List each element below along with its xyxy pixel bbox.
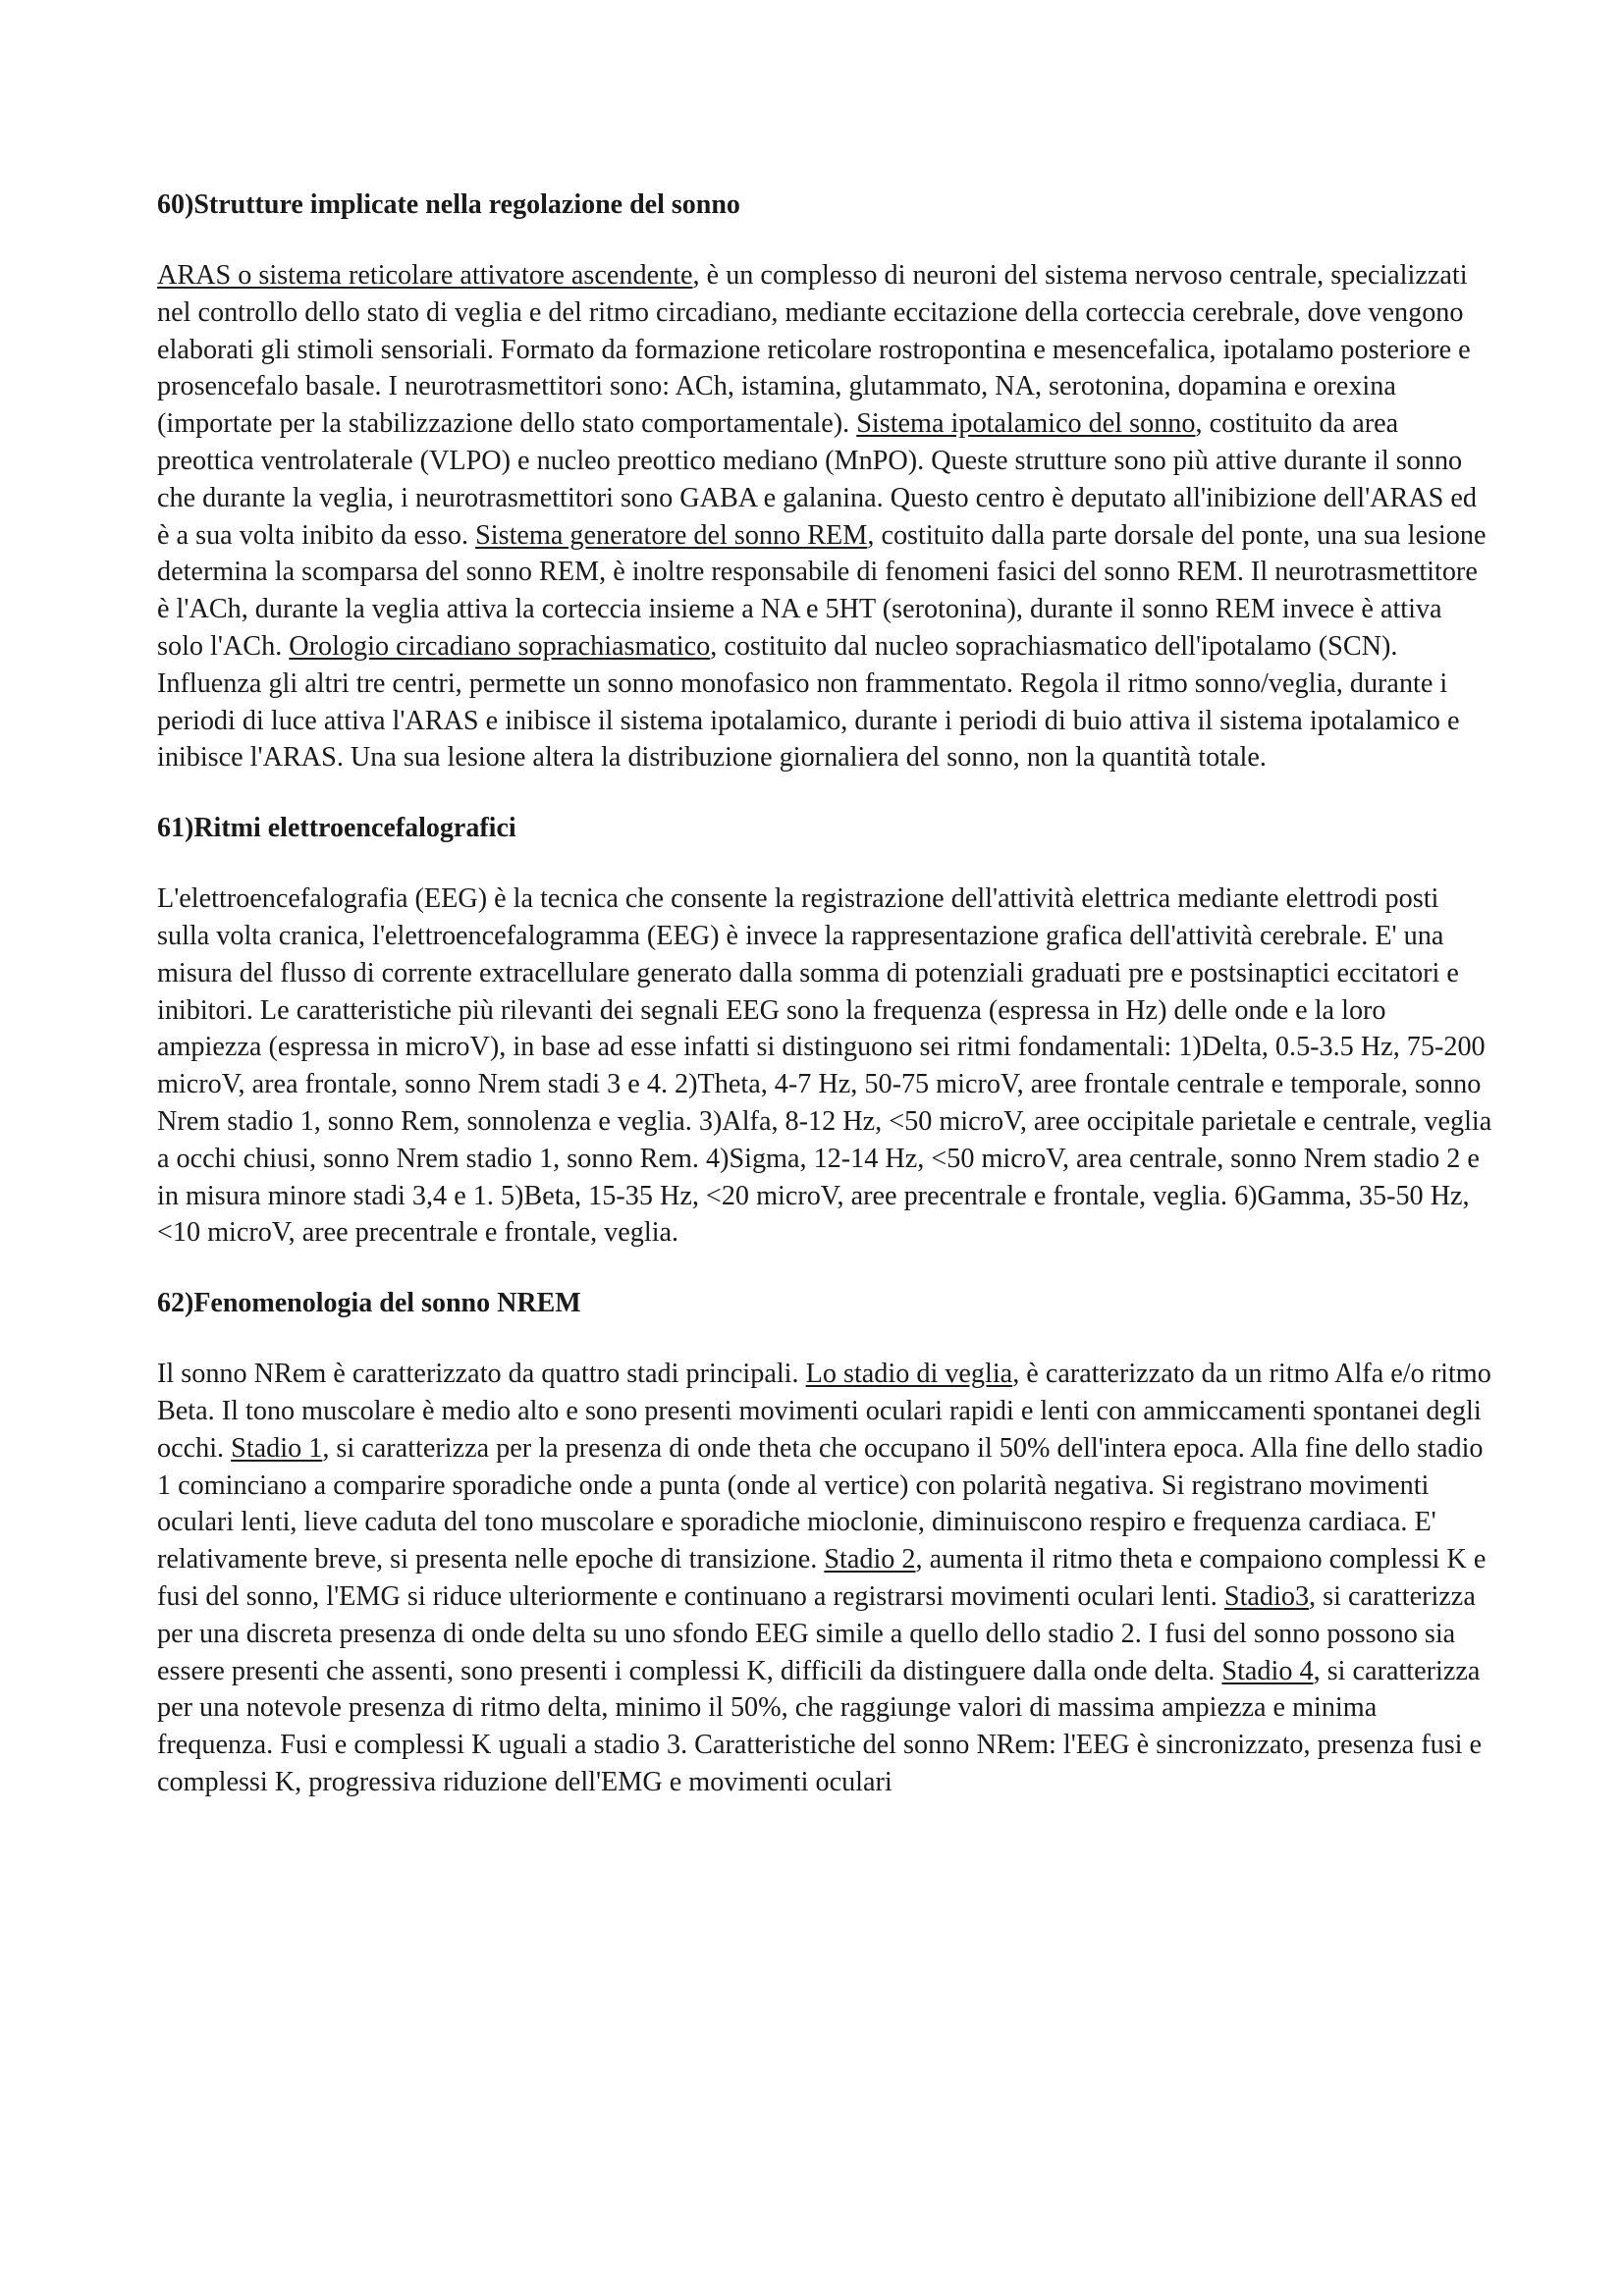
section-body-61 [157,881,1492,1252]
text-span: , aumenta il ritmo theta e compaiono complessi K e fusi del sonno, l'EMG si riduce ulteriormente e continuano a registrarsi movimenti oculari lenti. [157,1544,1487,1612]
term-orologio-circadiano: Orologio circadiano soprachiasmatico [289,630,711,662]
term-stadio-4: Stadio 4 [1221,1655,1314,1686]
section-title-61: 61)Ritmi elettroencefalografici [157,813,516,844]
section-body-62 [157,1356,1492,1801]
text-span: , costituito dal nucleo soprachiasmatico dell'ipotalamo (SCN). Influenza gli altri tre centri, permette un sonno monofasico non frammentato. Regola il ritmo sonno/veglia, durante i periodi di luce attiva l'ARAS e inibisce il sistema ipotalamico, durante i periodi di buio attiva il sistema ipotalamico e inibisce l'ARAS. Una sua lesione altera la distribuzione giornaliera del sonno, non la quantità totale. [157,630,1460,774]
text-span: , costituito dalla parte dorsale del ponte, una sua lesione determina la scomparsa del sonno REM, è inoltre responsabile di fenomeni fasici del sonno REM. Il neurotrasmettitore è l'ACh, durante la veglia attiva la corteccia insieme a NA e 5HT (serotonina), durante il sonno REM invece è attiva solo l'ACh. [157,519,1487,662]
term-aras: ARAS o sistema reticolare attivatore ascendente [157,260,693,291]
term-stadio-veglia: Lo stadio di veglia [805,1359,1013,1390]
term-sistema-ipotalamico: Sistema ipotalamico del sonno [856,408,1196,440]
section-body-60 [157,257,1492,776]
section-title-60: 60)Strutture implicate nella regolazione del sonno [157,189,740,220]
text-span: , costituito da area preottica ventrolaterale (VLPO) e nucleo preottico mediano (MnPO). Queste strutture sono più attive durante il sonno che durante la veglia, i neurotrasmettitori sono GABA e galanina. Questo centro è deputato all'inibizione dell'ARAS ed è a sua volta inibito da esso. [157,408,1477,551]
text-span: , si caratterizza per una discreta presenza di onde delta su uno sfondo EEG simile a quello dello stadio 2. I fusi del sonno possono sia essere presenti che assenti, sono presenti i complessi K, difficili da distinguere dalla onde delta. [157,1580,1476,1686]
text-span: , è caratterizzato da un ritmo Alfa e/o ritmo Beta. Il tono muscolare è medio alto e sono presenti movimenti oculari rapidi e lenti con ammiccamenti spontanei degli occhi. [157,1359,1491,1464]
text-span: Il sonno NRem è caratterizzato da quattro stadi principali. [157,1359,806,1390]
text-span: , si caratterizza per la presenza di onde theta che occupano il 50% dell'intera epoca. Alla fine dello stadio 1 cominciano a comparire sporadiche onde a punta (onde al vertice) con polarità negativa. Si registrano movimenti oculari lenti, lieve caduta del tono muscolare e sporadiche mioclonie, diminuiscono respiro e frequenza cardiaca. E' relativamente breve, si presenta nelle epoche di transizione. [157,1432,1484,1575]
term-stadio-2: Stadio 2 [824,1544,916,1575]
text-span: L'elettroencefalografia (EEG) è la tecnica che consente la registrazione dell'attività elettrica mediante elettrodi posti sulla volta cranica, l'elettroencefalogramma (EEG) è invece la rappresentazione grafica dell'attività cerebrale. E' una misura del flusso di corrente extracellulare generato dalla somma di potenziali graduati pre e postsinaptici eccitatori e inibitori. Le caratteristiche più rilevanti dei segnali EEG sono la frequenza (espressa in Hz) delle onde e la loro ampiezza (espressa in microV), in base ad esse infatti si distinguono sei ritmi fondamentali: 1)Delta, 0.5-3.5 Hz, 75-200 microV, area frontale, sonno Nrem stadi 3 e 4. 2)Theta, 4-7 Hz, 50-75 microV, aree frontale centrale e temporale, sonno Nrem stadio 1, sonno Rem, sonnolenza e veglia. 3)Alfa, 8-12 Hz, <50 microV, aree occipitale parietale e centrale, veglia a occhi chiusi, sonno Nrem stadio 1, sonno Rem. 4)Sigma, 12-14 Hz, <50 microV, area centrale, sonno Nrem stadio 2 e in misura minore stadi 3,4 e 1. 5)Beta, 15-35 Hz, <20 microV, aree precentrale e frontale, veglia. 6)Gamma, 35-50 Hz, <10 microV, aree precentrale e frontale, veglia. [157,883,1492,1249]
term-sistema-generatore-rem: Sistema generatore del sonno REM [475,519,868,551]
term-stadio-1: Stadio 1 [231,1432,323,1464]
text-span: , si caratterizza per una notevole presenza di ritmo delta, minimo il 50%, che raggiunge valori di massima ampiezza e minima frequenza. Fusi e complessi K uguali a stadio 3. Caratteristiche del sonno NRem: l'EEG è sincronizzato, presenza fusi e complessi K, progressiva riduzione dell'EMG e movimenti oculari [157,1655,1483,1797]
document-page [157,187,1492,1835]
text-span: , è un complesso di neuroni del sistema nervoso centrale, specializzati nel controllo dello stato di veglia e del ritmo circadiano, mediante eccitazione della corteccia cerebrale, dove vengono elaborati gli stimoli sensoriali. Formato da formazione reticolare rostropontina e mesencefalica, ipotalamo posteriore e prosencefalo basale. I neurotrasmettitori sono: ACh, istamina, glutammato, NA, serotonina, dopamina e orexina (importate per la stabilizzazione dello stato comportamentale). [157,260,1471,440]
term-stadio-3: Stadio3 [1223,1580,1310,1612]
section-title-62: 62)Fenomenologia del sonno NREM [157,1288,581,1319]
